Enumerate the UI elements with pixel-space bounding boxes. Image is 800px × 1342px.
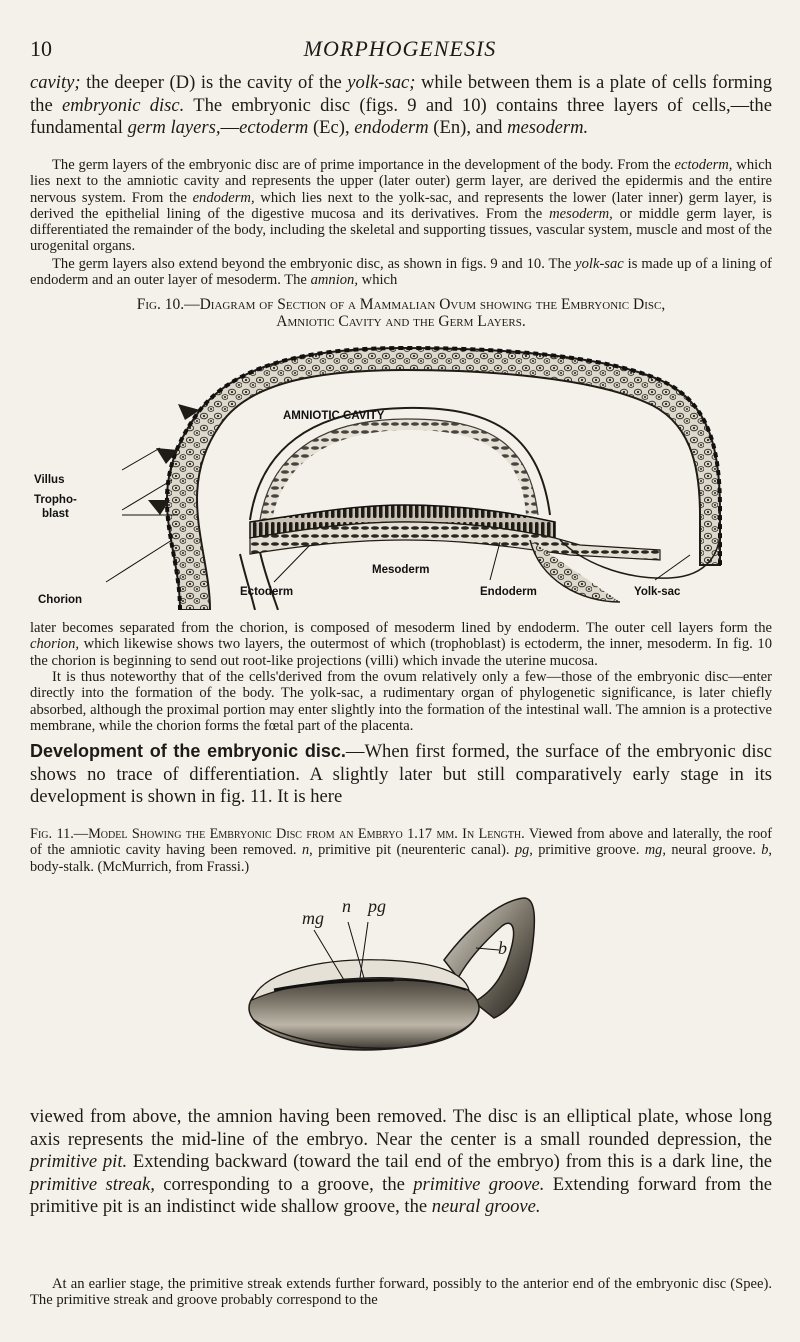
earlier-stage-paragraph: At an earlier stage, the primitive streak extends further forward, possibly to the anterior end of the embryonic disc (Spee). The primitive streak and groove probably correspond to the — [30, 1276, 772, 1309]
development-paragraph: Development of the embryonic disc.—When first formed, the surface of the embryonic disc shows no trace of differentiation. A slightly later but still comparatively early stage in its development is shown in fig. 11. It is here — [30, 741, 772, 808]
label-b: b — [498, 938, 507, 958]
label-pg: pg — [368, 896, 386, 916]
germ-layers-paragraph: The germ layers of the embryonic disc are of prime importance in the development of the body. From the ectoderm, which lies next to the amniotic cavity and represents the upper (later outer) germ layer, are derived the epidermis and the entire nervous system. From the endoderm, which lies next to the yolk-sac, and represents the lower (later inner) germ layer, is derived the epithelial lining of the digestive mucosa and its derivatives. From the mesoderm, or middle germ layer, is differentiated the remainder of the body, including the skeletal and supporting tissues, vascular system, muscle and most of the urogenital organs. — [30, 157, 772, 255]
running-head: MORPHOGENESIS — [303, 36, 497, 61]
embryonic-disc-model-illustration — [244, 890, 564, 1090]
yolk-sac-label: Yolk-sac — [634, 586, 681, 598]
figure-11-caption: Fig. 11.—Model Showing the Embryonic Disc from an Embryo 1.17 mm. In Length. Viewed from above and laterally, the roof of the amniotic cavity having been removed. n, primitive pit (neurenteric canal). pg, primitive groove. mg, neural groove. b, body-stalk. (McMurrich, from Frassi.) — [30, 826, 773, 875]
figure-10-title: Fig. 10.—Diagram of Section of a Mammalian Ovum showing the Embryonic Disc, Amniotic Cavity and the Germ Layers. — [136, 296, 666, 330]
disc-description-paragraph: viewed from above, the amnion having been removed. The disc is an elliptical plate, whose long axis represents the mid-line of the embryo. Near the center is a small rounded depression, the primitive pit. Extending backward (toward the tail end of the embryo) from this is a dark line, the primitive streak, corresponding to a groove, the primitive groove. Extending forward from the primitive pit is an indistinct wide shallow groove, the neural groove. — [30, 1106, 772, 1218]
villus-label: Villus — [34, 474, 65, 486]
chorion-paragraph: later becomes separated from the chorion, is composed of mesoderm lined by endoderm. The outer cell layers form the chorion, which likewise shows two layers, the outermost of which (trophoblast) is ectoderm, the inner, mesoderm. In fig. 10 the chorion is beginning to send out root-like projections (villi) which invade the uterine mucosa. — [30, 620, 772, 669]
trophoblast-label-2: blast — [42, 508, 69, 520]
figure-10-diagram — [34, 340, 750, 610]
cells-derived-paragraph: It is thus noteworthy that of the cells'derived from the ovum relatively only a few—those of the embryonic disc—enter directly into the formation of the body. The yolk-sac, a rudimentary organ of phylogenetic significance, is later chiefly absorbed, although the proximal portion may enter slightly into the formation of the intestinal wall. The amnion is a protective membrane, while the chorion forms the fœtal part of the placenta. — [30, 669, 772, 734]
label-mg: mg — [302, 908, 324, 928]
endoderm-label: Endoderm — [480, 586, 537, 598]
trophoblast-label-1: Tropho- — [34, 494, 77, 506]
figure-11-diagram — [244, 890, 564, 1090]
chorion-label: Chorion — [38, 594, 83, 606]
intro-paragraph: cavity; the deeper (D) is the cavity of the yolk-sac; while between them is a plate of cells forming the embryonic disc. The embryonic disc (figs. 9 and 10) contains three layers of cells,—the fundamental germ layers,—ectoderm (Ec), endoderm (En), and mesoderm. — [30, 72, 772, 139]
germ-layers-extend-paragraph: The germ layers also extend beyond the embryonic disc, as shown in figs. 9 and 10. The yolk-sac is made up of a lining of endoderm and an outer layer of mesoderm. The amnion, which — [30, 256, 772, 289]
section-heading: Development of the embryonic disc. — [30, 741, 346, 761]
mesoderm-label: Mesoderm — [372, 564, 430, 576]
ectoderm-label: Ectoderm — [240, 586, 294, 598]
page-number: 10 — [30, 36, 52, 61]
label-n: n — [342, 896, 351, 916]
amniotic-cavity-label: AMNIOTIC CAVITY — [283, 410, 385, 422]
